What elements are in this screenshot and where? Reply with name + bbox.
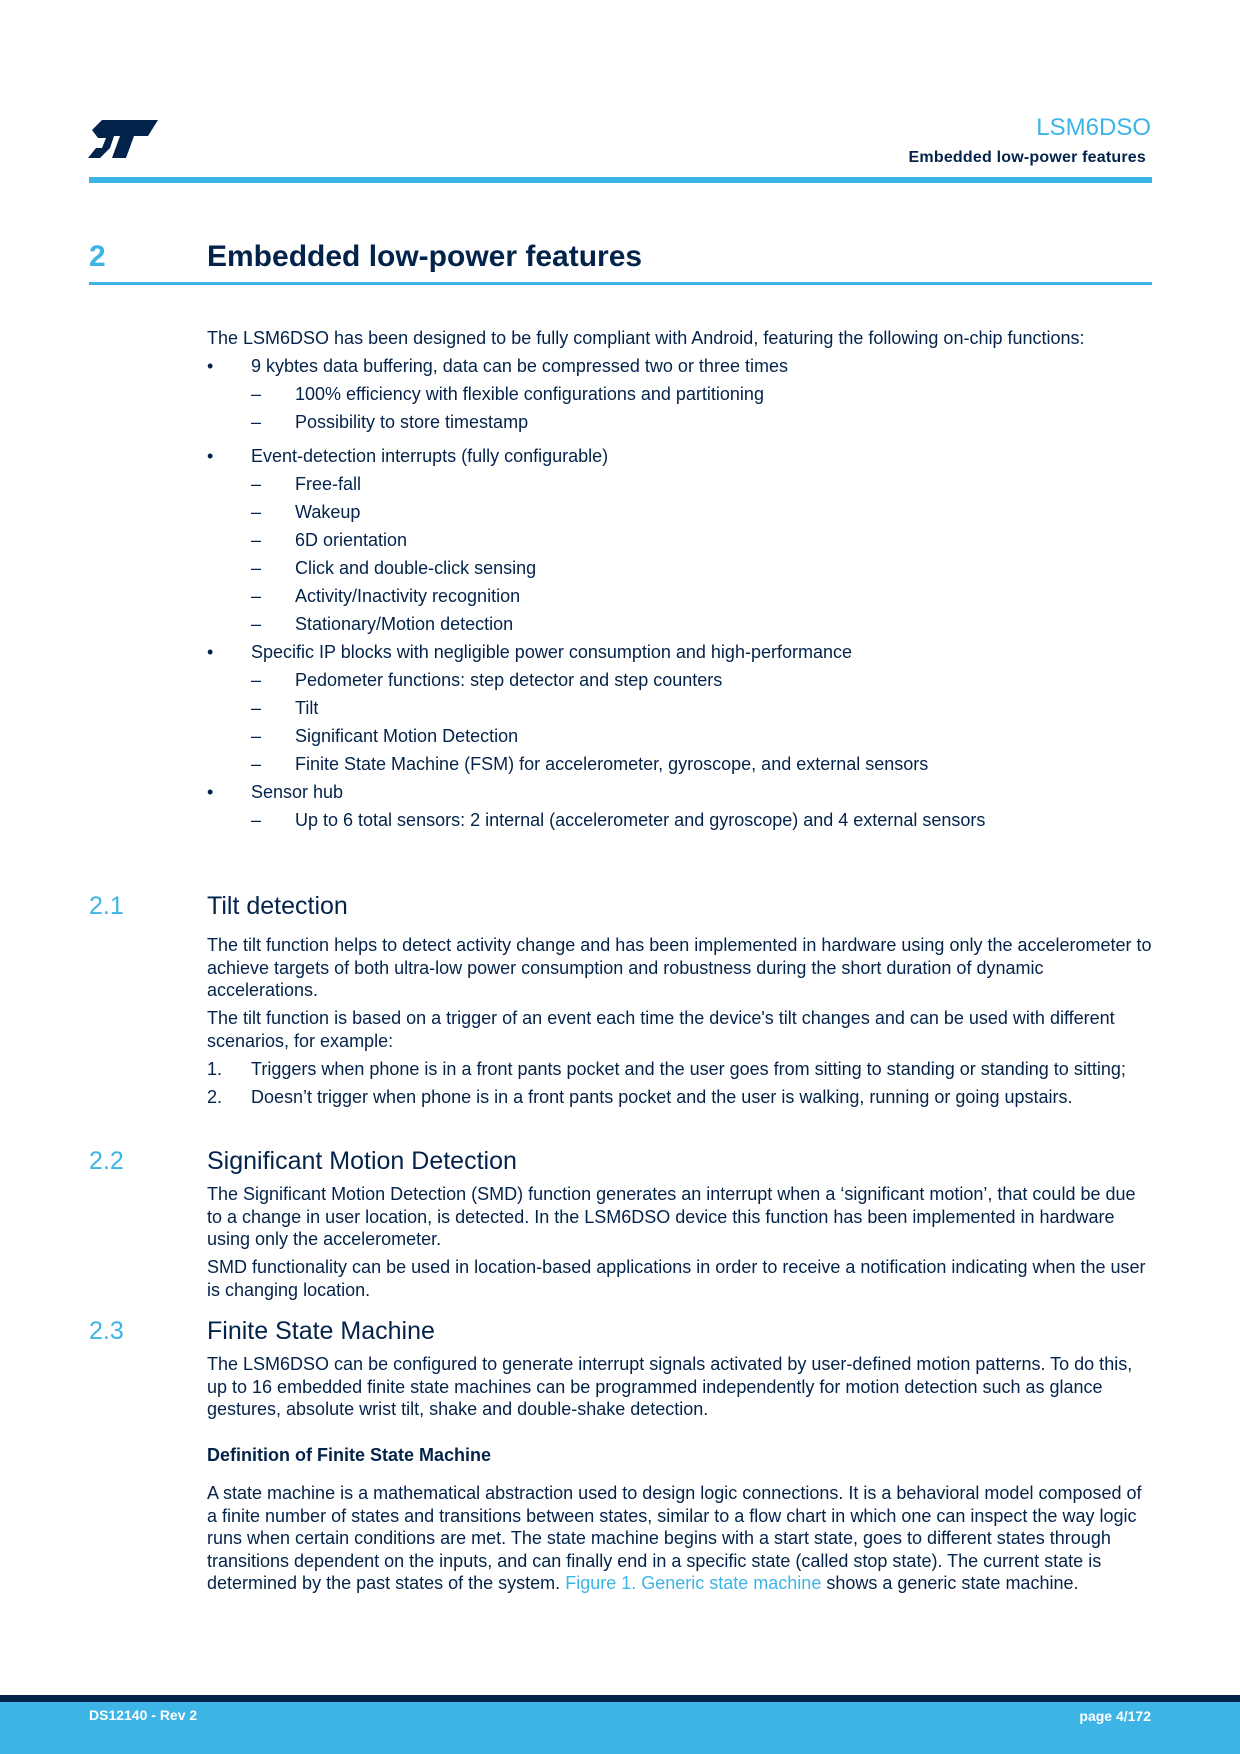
document-title: LSM6DSO [1036, 114, 1151, 141]
list-subitem: – Stationary/Motion detection [251, 613, 514, 634]
paragraph: A state machine is a mathematical abstraction used to design logic connections. It is a behavioral model composed of a finite number of states and transitions between states, similar to a flow chart in which one can inspect the way logic runs when certain conditions are met. The state machine begins with a start state, goes to different states through transitions dependent on the inputs, and can finally end in a specific state (called stop state). The current state is determined by the past states of the system. Figure 1. Generic state machine shows a generic state machine. [207, 1483, 1142, 1594]
section-divider [89, 282, 1152, 285]
paragraph: SMD functionality can be used in location-based applications in order to receive a notification indicating when the user is changing location. [207, 1257, 1146, 1300]
list-subitem: – Free-fall [251, 473, 362, 494]
features-body [207, 327, 1152, 837]
list-item: • Event-detection interrupts (fully configurable) [207, 445, 609, 466]
page-number: page 4/172 [1079, 1708, 1151, 1724]
document-section-subtitle: Embedded low-power features [908, 149, 1146, 166]
list-subitem: – 100% efficiency with flexible configurations and partitioning [251, 383, 764, 404]
section-title: Embedded low-power features [207, 240, 643, 273]
list-subitem: – Possibility to store timestamp [251, 411, 529, 432]
paragraph: The tilt function is based on a trigger of an event each time the device's tilt changes and can be used with different scenarios, for example: [207, 1008, 1115, 1051]
header-divider [89, 177, 1152, 183]
list-subitem: – Click and double-click sensing [251, 557, 537, 578]
list-item: • 9 kybtes data buffering, data can be compressed two or three times [207, 355, 788, 376]
subsection-number: 2.1 [89, 892, 124, 920]
list-subitem: – Finite State Machine (FSM) for accelerometer, gyroscope, and external sensors [251, 753, 929, 774]
subsection-title: Tilt detection [207, 892, 348, 920]
section-number: 2 [89, 240, 106, 273]
subsection-number: 2.2 [89, 1147, 124, 1175]
footer-divider [0, 1695, 1240, 1702]
subsection-title: Finite State Machine [207, 1317, 435, 1345]
intro-paragraph: The LSM6DSO has been designed to be fully compliant with Android, featuring the following on-chip functions: [207, 328, 1085, 348]
list-subitem: – Pedometer functions: step detector and step counters [251, 669, 723, 690]
smd-body [207, 1183, 1152, 1307]
list-subitem: – Up to 6 total sensors: 2 internal (accelerometer and gyroscope) and 4 external sensors [251, 809, 986, 830]
subsection-number: 2.3 [89, 1317, 124, 1345]
numbered-item: 2. Doesn’t trigger when phone is in a front pants pocket and the user is walking, running or going upstairs. [207, 1087, 1073, 1108]
paragraph: The LSM6DSO can be configured to generate interrupt signals activated by user-defined motion patterns. To do this, up to 16 embedded finite state machines can be programmed independently for motion detection such as glance gestures, absolute wrist tilt, shake and double-shake detection. [207, 1354, 1133, 1420]
list-subitem: – Tilt [251, 697, 319, 718]
numbered-item: 1. Triggers when phone is in a front pants pocket and the user goes from sitting to standing or standing to sitting; [207, 1058, 1126, 1079]
list-subitem: – Activity/Inactivity recognition [251, 585, 521, 606]
fsm-body [207, 1353, 1152, 1426]
fsm-definition [207, 1482, 1152, 1600]
paragraph: The Significant Motion Detection (SMD) function generates an interrupt when a ‘significant motion’, that could be due to a change in user location, is detected. In the LSM6DSO device this function has been implemented in hardware using only the accelerometer. [207, 1184, 1136, 1250]
list-subitem: – 6D orientation [251, 529, 408, 550]
list-subitem: – Wakeup [251, 501, 361, 522]
fsm-subheading: Definition of Finite State Machine [207, 1445, 492, 1465]
st-logo [88, 118, 160, 160]
document-id: DS12140 - Rev 2 [89, 1707, 198, 1723]
list-item: • Specific IP blocks with negligible power consumption and high-performance [207, 641, 852, 662]
list-item: • Sensor hub [207, 781, 344, 802]
subsection-title: Significant Motion Detection [207, 1147, 517, 1175]
paragraph: The tilt function helps to detect activity change and has been implemented in hardware using only the accelerometer to achieve targets of both ultra-low power consumption and robustness during the short duration of dynamic accelerations. [207, 935, 1152, 1001]
tilt-body [207, 934, 1152, 1114]
list-subitem: – Significant Motion Detection [251, 725, 519, 746]
figure-link[interactable]: Figure 1. Generic state machine [565, 1573, 822, 1594]
